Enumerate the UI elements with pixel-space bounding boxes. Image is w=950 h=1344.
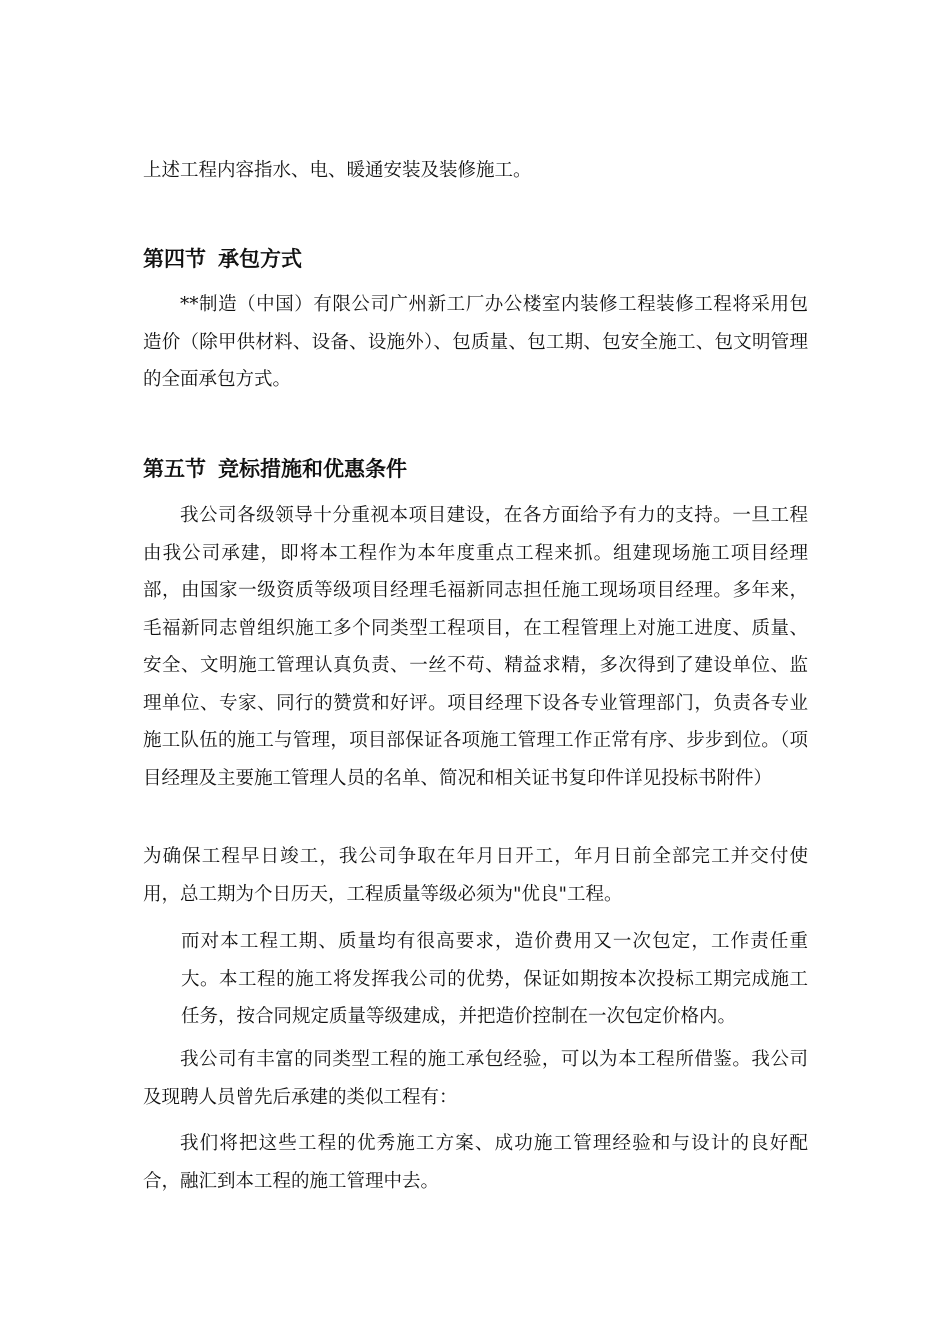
section-5-number: 第五节 bbox=[143, 457, 206, 481]
section-4-title: 承包方式 bbox=[218, 247, 302, 271]
section-5-paragraph-2: 为确保工程早日竣工，我公司争取在年月日开工，年月日前全部完工并交付使用，总工期为个日历天，工程质量等级必须为"优良"工程。 bbox=[143, 846, 808, 905]
section-5-paragraph-1: 我公司各级领导十分重视本项目建设，在各方面给予有力的支持。一旦工程由我公司承建，即将本工程作为本年度重点工程来抓。组建现场施工项目经理部，由国家一级资质等级项目经理毛福新同志担任施工现场项目经理。多年来，毛福新同志曾组织施工多个同类型工程项目，在工程管理上对施工进度、质量、安全、文明施工管理认真负责、一丝不苟、精益求精，多次得到了建设单位、监理单位、专家、同行的赞赏和好评。项目经理下设各专业管理部门，负责各专业施工队伍的施工与管理，项目部保证各项施工管理工作正常有序、步步到位。（项目经理及主要施工管理人员的名单、简况和相关证书复印件详见投标书附件） bbox=[143, 505, 808, 789]
intro-paragraph: 上述工程内容指水、电、暖通安装及装修施工。 bbox=[143, 160, 532, 181]
section-4-heading bbox=[143, 244, 302, 274]
section-5-paragraph-5: 我们将把这些工程的优秀施工方案、成功施工管理经验和与设计的良好配合，融汇到本工程的施工管理中去。 bbox=[143, 1133, 808, 1192]
section-4-paragraph: **制造（中国）有限公司广州新工厂办公楼室内装修工程装修工程将采用包造价（除甲供材料、设备、设施外）、包质量、包工期、包安全施工、包文明管理的全面承包方式。 bbox=[143, 294, 808, 390]
section-4-number: 第四节 bbox=[143, 247, 206, 271]
section-5-paragraph-3: 而对本工程工期、质量均有很高要求，造价费用又一次包定，工作责任重大。本工程的施工将发挥我公司的优势，保证如期按本次投标工期完成施工任务，按合同规定质量等级建成，并把造价控制在一次包定价格内。 bbox=[181, 931, 808, 1027]
section-5-heading bbox=[143, 454, 407, 484]
section-5-paragraph-4: 我公司有丰富的同类型工程的施工承包经验，可以为本工程所借鉴。我公司及现聘人员曾先后承建的类似工程有： bbox=[143, 1049, 808, 1108]
section-5-title: 竞标措施和优惠条件 bbox=[218, 457, 407, 481]
